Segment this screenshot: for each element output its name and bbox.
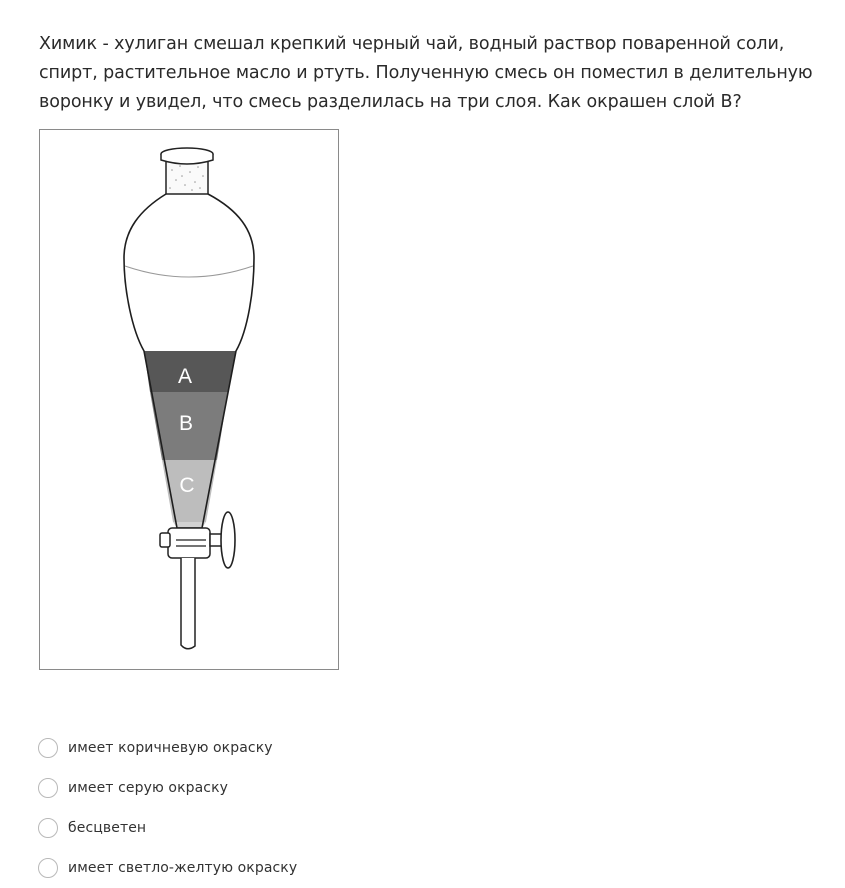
answer-option-label: бесцветен <box>68 820 147 836</box>
separatory-funnel-figure <box>39 129 339 670</box>
answer-option-1[interactable] <box>38 728 297 768</box>
separatory-funnel-diagram <box>40 130 338 669</box>
radio-button[interactable] <box>38 818 58 838</box>
layer-c-label: C <box>179 474 195 497</box>
layer-a-label: A <box>177 365 193 388</box>
funnel-stopper <box>161 148 213 194</box>
answer-option-3[interactable] <box>38 808 297 848</box>
answer-option-label: имеет светло-желтую окраску <box>68 860 298 876</box>
radio-button[interactable] <box>38 858 58 878</box>
answer-option-label: имеет серую окраску <box>68 780 229 796</box>
layer-b-label: B <box>178 412 194 435</box>
funnel-stem <box>181 558 195 649</box>
answer-option-label: имеет коричневую окраску <box>68 740 273 756</box>
answer-option-2[interactable] <box>38 768 297 808</box>
radio-button[interactable] <box>38 738 58 758</box>
question-text: Химик - хулиган смешал крепкий черный чай, водный раствор поваренной соли, спирт, растительное масло и ртуть. Полученную смесь он поместил в делительную воронку и увидел, что смесь разделилась на три слоя. Как окрашен слой В? <box>39 34 813 112</box>
answer-option-4[interactable] <box>38 848 297 888</box>
radio-button[interactable] <box>38 778 58 798</box>
answer-options <box>38 728 297 888</box>
